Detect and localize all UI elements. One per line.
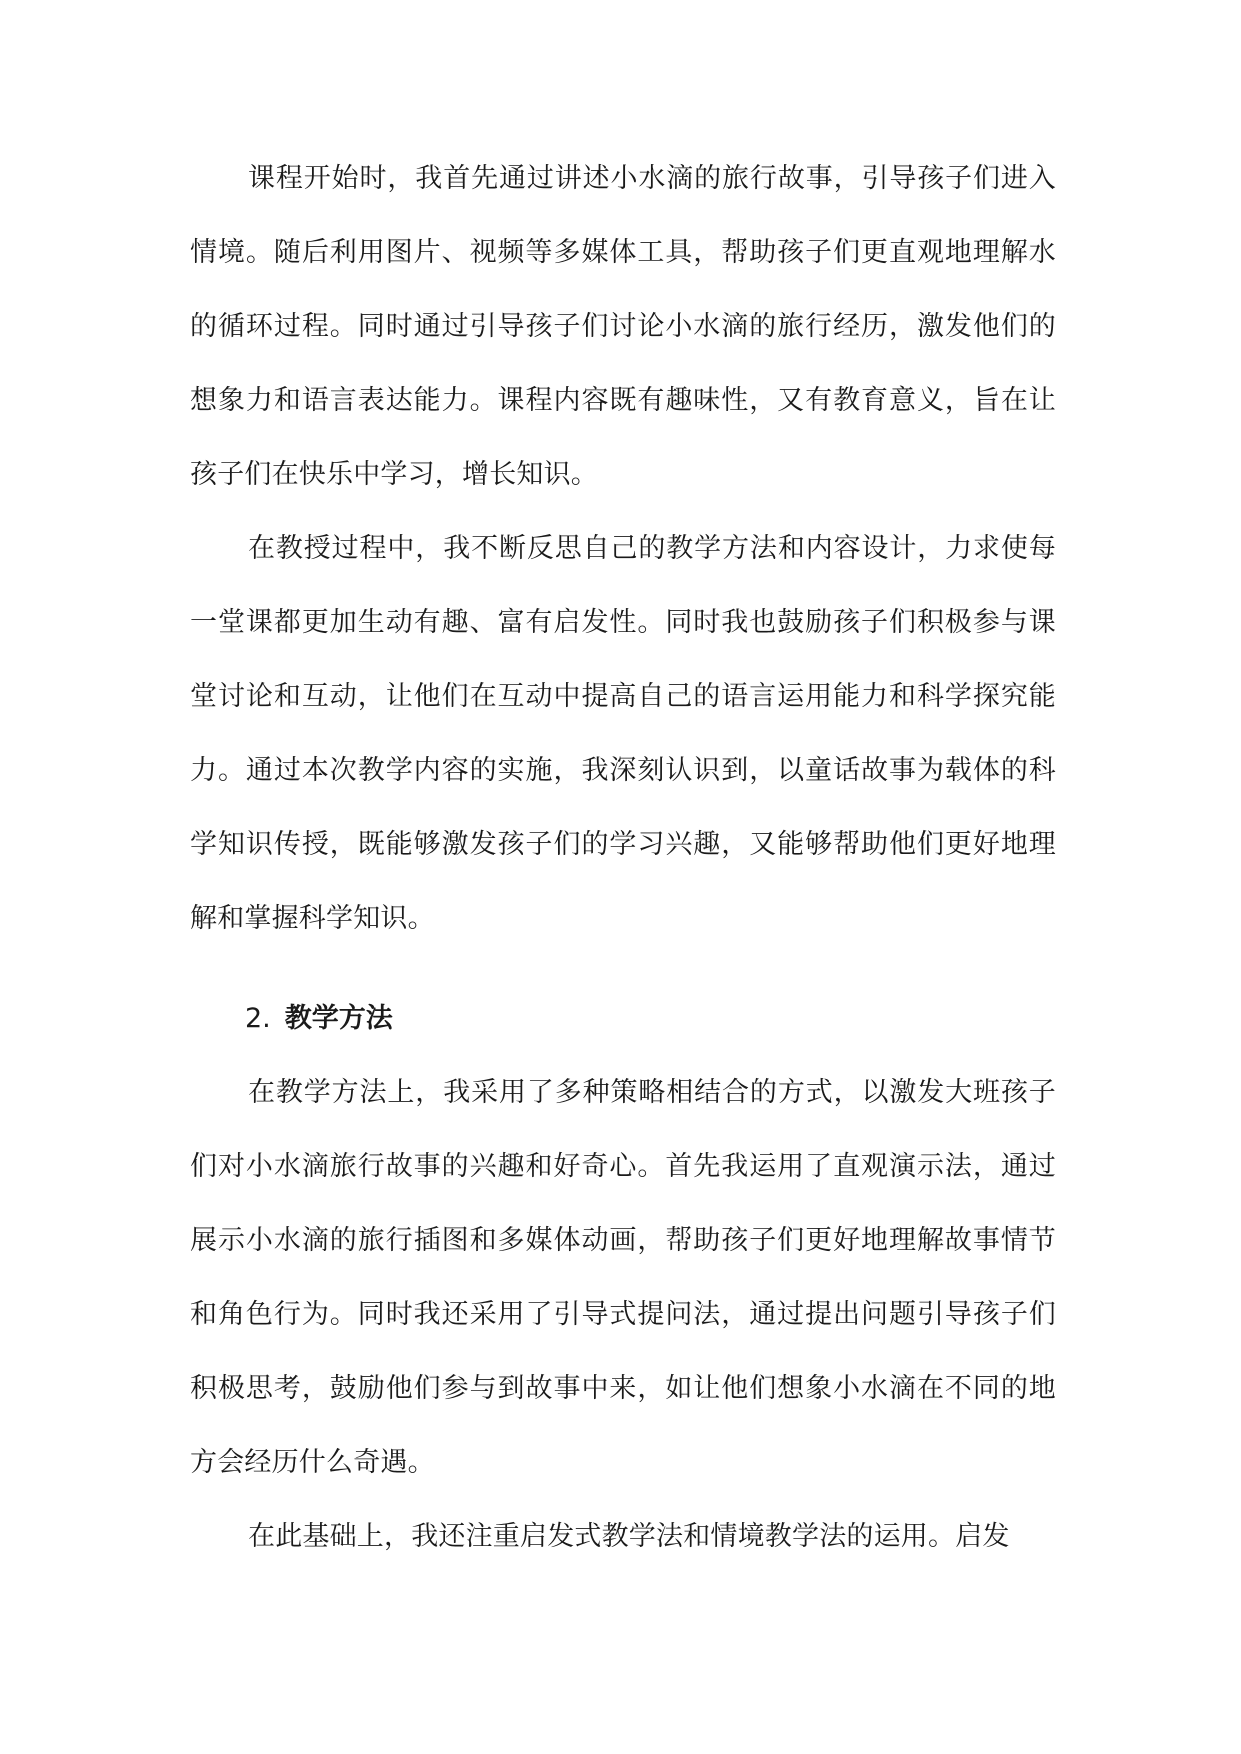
paragraph-3: 在教学方法上，我采用了多种策略相结合的方式，以激发大班孩子们对小水滴旅行故事的兴趣和好奇心。首先我运用了直观演示法，通过展示小水滴的旅行插图和多媒体动画，帮助孩子们更好地理解故事情节和角色行为。同时我还采用了引导式提问法，通过提出问题引导孩子们积极思考，鼓励他们参与到故事中来，如让他们想象小水滴在不同的地方会经历什么奇遇。 <box>190 1077 1056 1478</box>
section-title: 教学方法 <box>284 1003 393 1034</box>
paragraph-1: 课程开始时，我首先通过讲述小水滴的旅行故事，引导孩子们进入情境。随后利用图片、视频等多媒体工具，帮助孩子们更直观地理解水的循环过程。同时通过引导孩子们讨论小水滴的旅行经历，激发他们的想象力和语言表达能力。课程内容既有趣味性，又有教育意义，旨在让孩子们在快乐中学习，增长知识。 <box>190 163 1056 490</box>
section-heading <box>190 982 1056 1056</box>
section-number: 2. <box>245 1003 271 1034</box>
document-body <box>190 142 1056 1574</box>
paragraph-4: 在此基础上，我还注重启发式教学法和情境教学法的运用。启发 <box>248 1521 1010 1552</box>
paragraph-2: 在教授过程中，我不断反思自己的教学方法和内容设计，力求使每一堂课都更加生动有趣、富有启发性。同时我也鼓励孩子们积极参与课堂讨论和互动，让他们在互动中提高自己的语言运用能力和科学探究能力。通过本次教学内容的实施，我深刻认识到，以童话故事为载体的科学知识传授，既能够激发孩子们的学习兴趣，又能够帮助他们更好地理解和掌握科学知识。 <box>190 533 1056 934</box>
